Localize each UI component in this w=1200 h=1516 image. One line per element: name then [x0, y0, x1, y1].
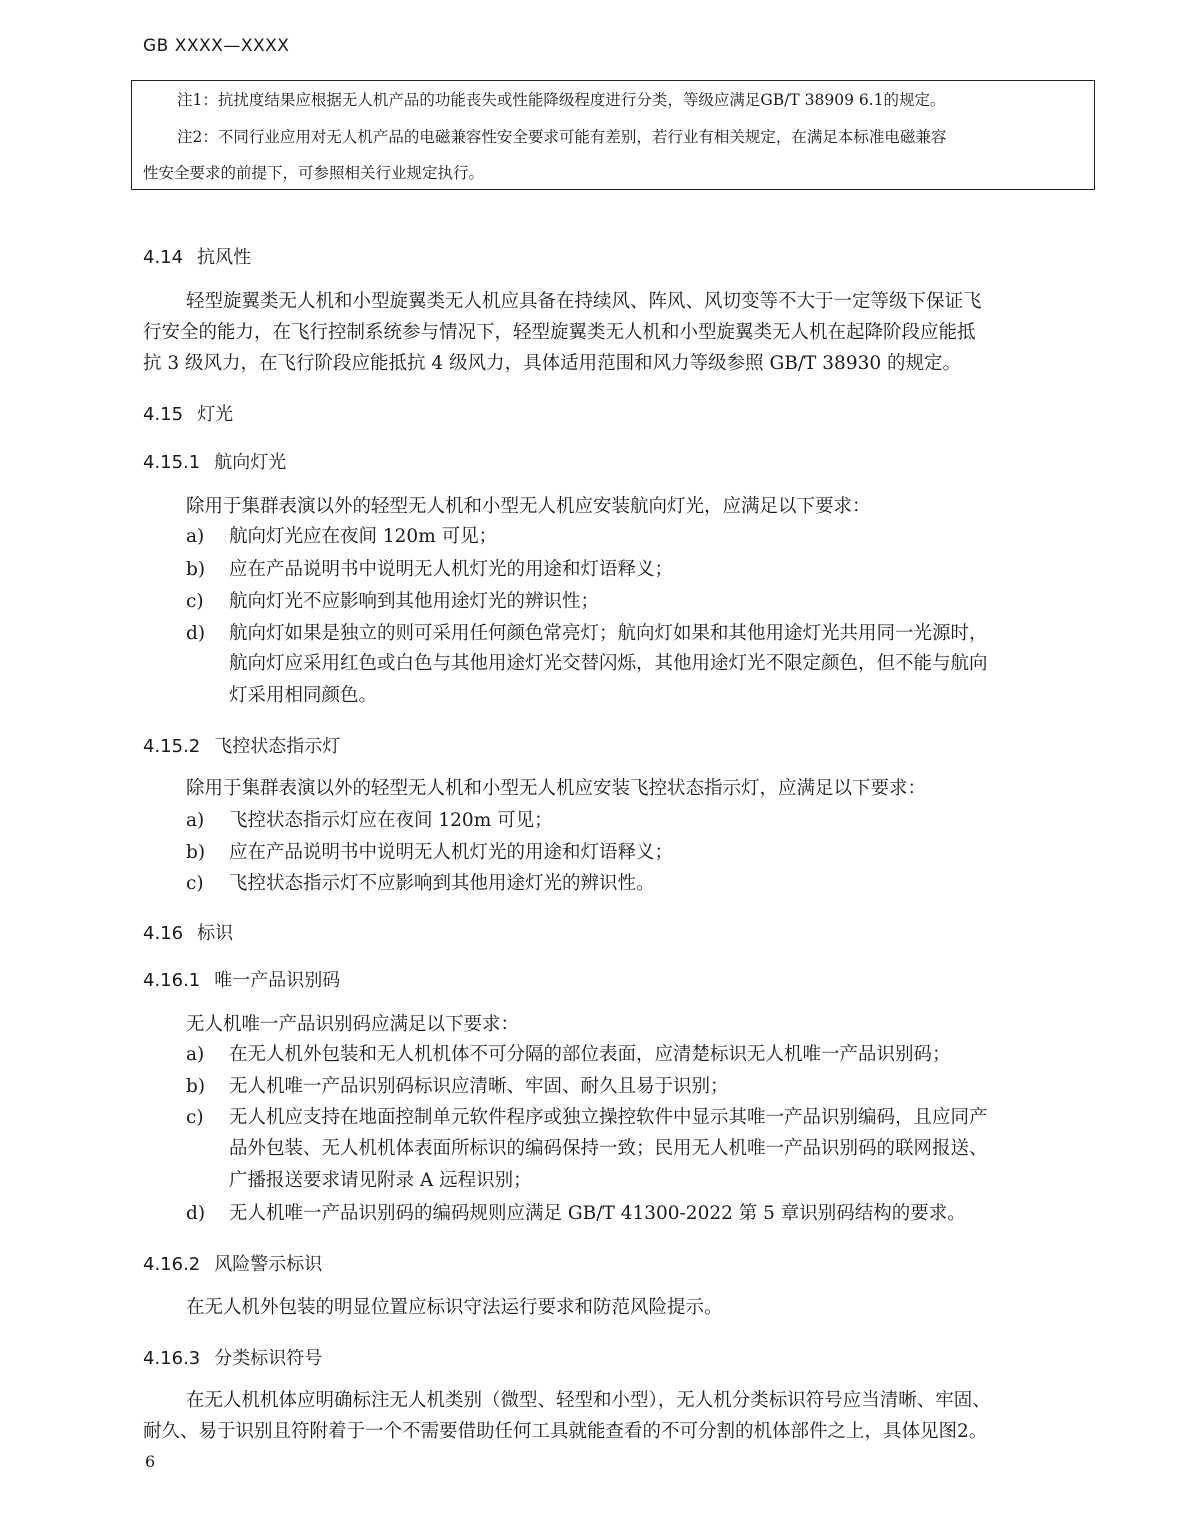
note-2-text-line-1: 不同行业应用对无人机产品的电磁兼容性安全要求可能有差别，若行业有相关规定，在满足本标准电磁兼容: [217, 128, 947, 146]
list-marker: c): [186, 591, 204, 612]
list-marker: d): [186, 1203, 206, 1224]
paragraph-intro: 除用于集群表演以外的轻型无人机和小型无人机应安装飞控状态指示灯，应满足以下要求：: [186, 778, 927, 799]
list-text: 在无人机外包装和无人机机体不可分隔的部位表面，应清楚标识无人机唯一产品识别码；: [229, 1044, 951, 1065]
list-marker: a): [186, 1044, 205, 1065]
section-title: 标识: [197, 923, 234, 944]
list-marker: c): [186, 1107, 204, 1128]
list-marker: a): [186, 810, 205, 831]
note-2-continuation: 性安全要求的前提下，可参照相关行业规定执行。: [143, 164, 485, 182]
paragraph-line: 行安全的能力，在飞行控制系统参与情况下，轻型旋翼类无人机和小型旋翼类无人机在起降阶段应能抵: [143, 322, 976, 343]
section-title: 唯一产品识别码: [214, 970, 341, 991]
section-number: 4.16: [143, 923, 184, 944]
section-heading-4-16-1: [143, 966, 340, 992]
list-text: 飞控状态指示灯不应影响到其他用途灯光的辨识性。: [229, 873, 655, 894]
section-title: 风险警示标识: [214, 1254, 323, 1275]
note-2: [177, 127, 946, 147]
list-marker: a): [186, 526, 205, 547]
list-marker: c): [186, 873, 204, 894]
section-number: 4.15.1: [143, 452, 201, 473]
list-text: 飞控状态指示灯应在夜间 120m 可见；: [229, 810, 553, 831]
paragraph-line: 抗 3 级风力，在飞行阶段应能抵抗 4 级风力，具体适用范围和风力等级参照 GB/T 38930 的规定。: [143, 353, 962, 374]
section-title: 飞控状态指示灯: [214, 736, 341, 757]
list-text: 航向灯如果是独立的则可采用任何颜色常亮灯；航向灯如果和其他用途灯光共用同一光源时，: [229, 623, 988, 644]
note-box: [131, 80, 1095, 190]
section-heading-4-16: [143, 919, 233, 945]
document-code: GB XXXX—XXXX: [143, 36, 290, 56]
list-text-continuation: 灯采用相同颜色。: [229, 685, 378, 706]
section-title: 分类标识符号: [214, 1348, 323, 1369]
list-text: 应在产品说明书中说明无人机灯光的用途和灯语释义；: [229, 842, 674, 863]
list-text: 应在产品说明书中说明无人机灯光的用途和灯语释义；: [229, 559, 674, 580]
section-number: 4.16.2: [143, 1254, 201, 1275]
list-marker: b): [186, 559, 206, 580]
section-heading-4-14: [143, 243, 251, 269]
section-title: 抗风性: [197, 247, 252, 268]
list-text: 无人机唯一产品识别码的编码规则应满足 GB/T 41300-2022 第 5 章识别码结构的要求。: [229, 1203, 966, 1224]
list-text-continuation: 品外包装、无人机机体表面所标识的编码保持一致；民用无人机唯一产品识别码的联网报送、: [229, 1138, 988, 1159]
list-text: 无人机唯一产品识别码标识应清晰、牢固、耐久且易于识别；: [229, 1076, 729, 1097]
list-marker: d): [186, 623, 206, 644]
section-number: 4.15.2: [143, 736, 201, 757]
paragraph-line: 轻型旋翼类无人机和小型旋翼类无人机应具备在持续风、阵风、风切变等不大于一定等级下保证飞: [186, 291, 982, 312]
list-marker: b): [186, 842, 206, 863]
section-title: 灯光: [197, 404, 234, 425]
section-number: 4.14: [143, 247, 184, 268]
list-text: 航向灯光应在夜间 120m 可见；: [229, 526, 498, 547]
list-text-continuation: 广播报送要求请见附录 A 远程识别；: [229, 1170, 532, 1191]
section-heading-4-16-2: [143, 1250, 322, 1276]
paragraph-line: 在无人机外包装的明显位置应标识守法运行要求和防范风险提示。: [186, 1297, 723, 1318]
page-number: 6: [145, 1452, 156, 1471]
note-2-label: 注2：: [177, 128, 218, 146]
note-1: [177, 90, 946, 110]
section-number: 4.15: [143, 404, 184, 425]
section-heading-4-16-3: [143, 1344, 322, 1370]
list-text: 无人机应支持在地面控制单元软件程序或独立操控软件中显示其唯一产品识别编码，且应同产: [229, 1107, 988, 1128]
section-title: 航向灯光: [214, 452, 287, 473]
paragraph-intro: 除用于集群表演以外的轻型无人机和小型无人机应安装航向灯光，应满足以下要求：: [186, 496, 871, 517]
note-1-text: 抗扰度结果应根据无人机产品的功能丧失或性能降级程度进行分类，等级应满足GB/T 38909 6.1的规定。: [217, 91, 946, 109]
section-number: 4.16.1: [143, 970, 201, 991]
list-text: 航向灯光不应影响到其他用途灯光的辨识性；: [229, 591, 600, 612]
paragraph-line: 耐久、易于识别且符附着于一个不需要借助任何工具就能查看的不可分割的机体部件之上，具体见图2。: [143, 1421, 988, 1442]
list-marker: b): [186, 1076, 206, 1097]
list-text-continuation: 航向灯应采用红色或白色与其他用途灯光交替闪烁，其他用途灯光不限定颜色，但不能与航向: [229, 653, 988, 674]
section-heading-4-15: [143, 400, 233, 426]
section-heading-4-15-2: [143, 732, 340, 758]
paragraph-line: 在无人机机体应明确标注无人机类别（微型、轻型和小型），无人机分类标识符号应当清晰、牢固、: [186, 1390, 991, 1411]
paragraph-intro: 无人机唯一产品识别码应满足以下要求：: [186, 1014, 520, 1035]
note-1-label: 注1：: [177, 91, 218, 109]
section-heading-4-15-1: [143, 448, 286, 474]
section-number: 4.16.3: [143, 1348, 201, 1369]
